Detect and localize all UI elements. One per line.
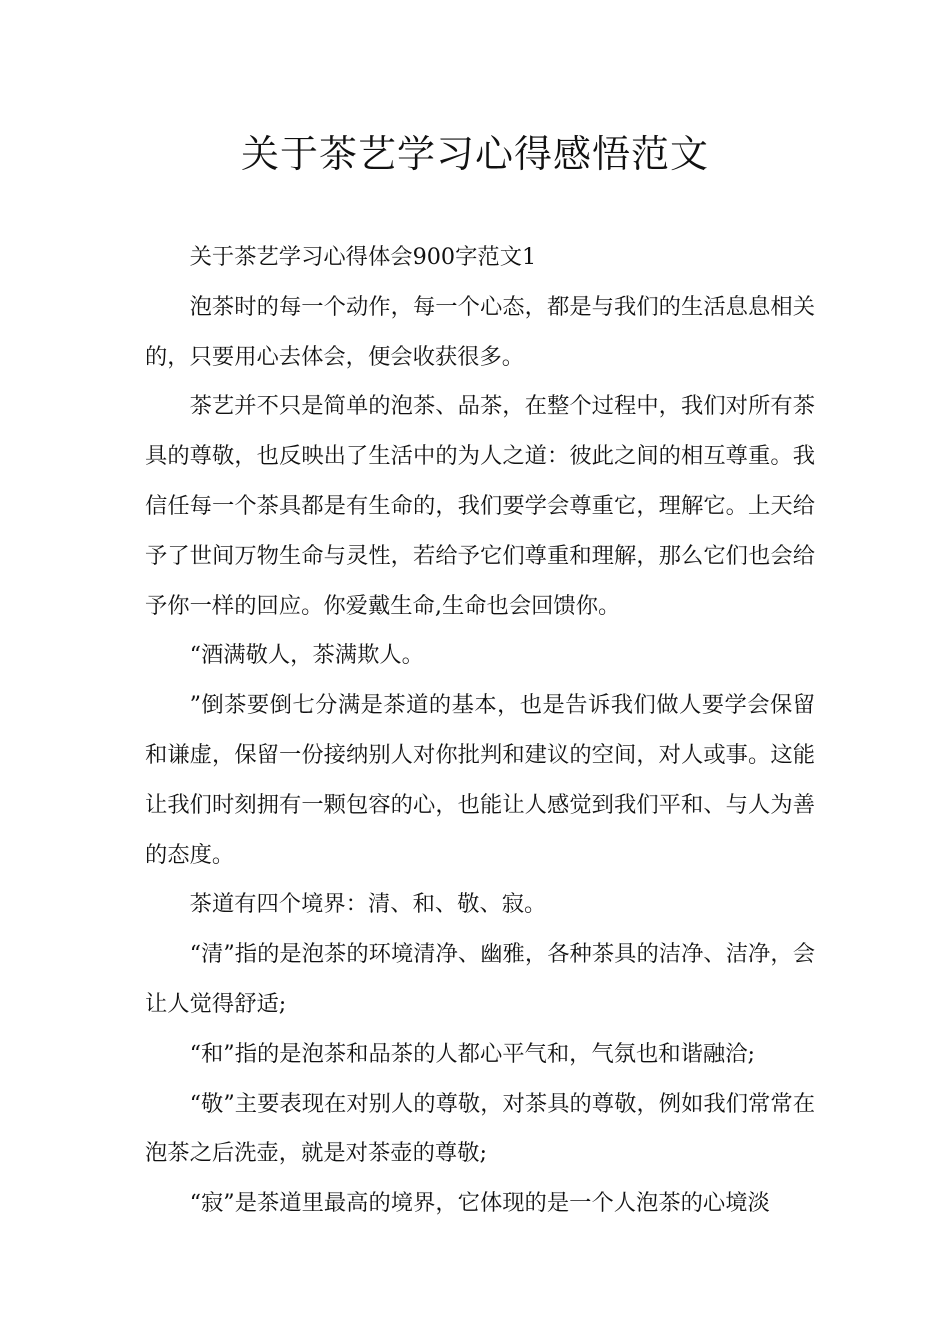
paragraph: “清”指的是泡茶的环境清净、幽雅，各种茶具的洁净、洁净，会让人觉得舒适; xyxy=(145,941,815,1017)
paragraph: “酒满敬人，茶满欺人。 xyxy=(189,642,424,669)
paragraph: “寂”是茶道里最高的境界，它体现的是一个人泡茶的心境淡 xyxy=(189,1190,770,1217)
document-title: 关于茶艺学习心得感悟范文 xyxy=(240,132,709,176)
paragraph: 茶道有四个境界：清、和、敬、寂。 xyxy=(189,891,547,918)
paragraph: ”倒茶要倒七分满是茶道的基本，也是告诉我们做人要学会保留和谦虚，保留一份接纳别人对你批判和建议的空间，对人或事。这能让我们时刻拥有一颗包容的心，也能让人感觉到我们平和、与人为善的态度。 xyxy=(145,692,815,868)
paragraph: 泡茶时的每一个动作，每一个心态，都是与我们的生活息息相关的，只要用心去体会，便会收获很多。 xyxy=(145,293,815,370)
paragraph: “敬”主要表现在对别人的尊敬，对茶具的尊敬，例如我们常常在泡茶之后洗壶，就是对茶壶的尊敬; xyxy=(145,1090,815,1167)
paragraph: “和”指的是泡茶和品茶的人都心平气和，气氛也和谐融洽; xyxy=(189,1040,756,1067)
paragraph: 茶艺并不只是简单的泡茶、品茶，在整个过程中，我们对所有茶具的尊敬，也反映出了生活中的为人之道：彼此之间的相互尊重。我信任每一个茶具都是有生命的，我们要学会尊重它，理解它。上天给予了世间万物生命与灵性，若给予它们尊重和理解，那么它们也会给予你一样的回应。你爱戴生命,生命也会回馈你。 xyxy=(145,393,815,619)
document-body xyxy=(145,233,815,1229)
paragraph-subtitle: 关于茶艺学习心得体会900字范文1 xyxy=(189,244,537,270)
